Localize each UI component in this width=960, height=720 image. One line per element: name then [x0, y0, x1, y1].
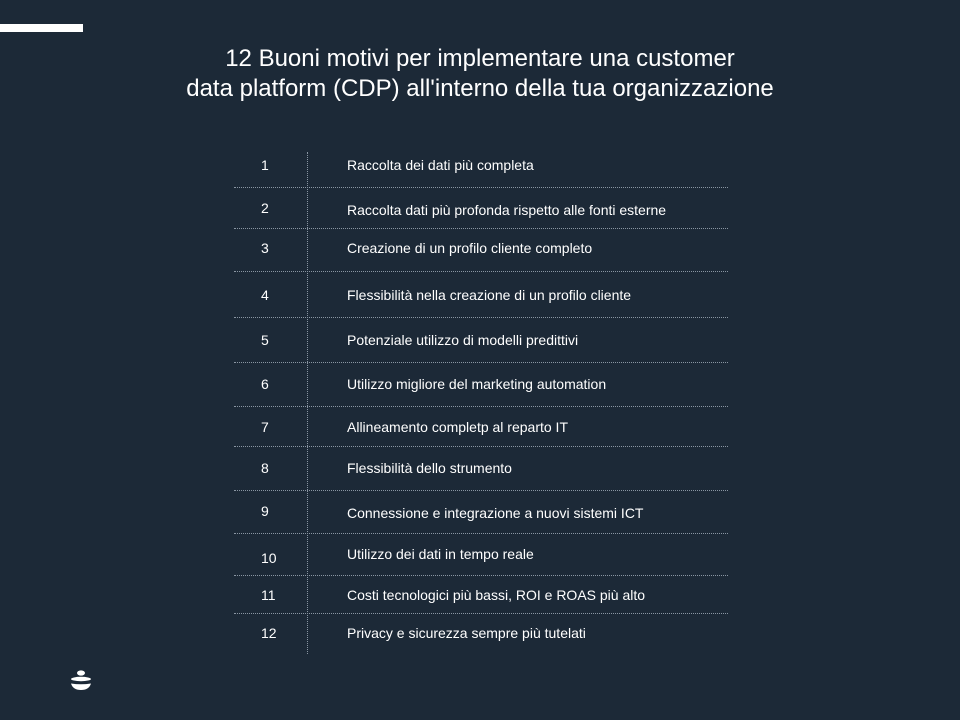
item-text: Flessibilità nella creazione di un profilo cliente — [347, 287, 632, 303]
row-separator — [234, 187, 728, 188]
item-number: 5 — [261, 332, 269, 348]
item-number: 4 — [261, 287, 269, 303]
item-text: Creazione di un profilo cliente completo — [347, 240, 593, 256]
item-text: Connessione e integrazione a nuovi sistemi ICT — [347, 505, 644, 521]
item-text: Utilizzo dei dati in tempo reale — [347, 546, 534, 562]
title-line-1: 12 Buoni motivi per implementare una customer — [225, 45, 735, 72]
row-separator — [234, 446, 728, 447]
item-number: 12 — [261, 625, 277, 641]
stacked-stones-logo-icon — [69, 668, 93, 692]
item-number: 10 — [261, 550, 277, 566]
item-text: Allineamento completp al reparto IT — [347, 419, 568, 435]
row-separator — [234, 575, 728, 576]
item-number: 2 — [261, 200, 269, 216]
item-text: Raccolta dati più profonda rispetto alle fonti esterne — [347, 202, 667, 218]
top-accent-bar — [0, 24, 83, 32]
item-number: 3 — [261, 240, 269, 256]
row-separator — [234, 317, 728, 318]
item-number: 9 — [261, 503, 269, 519]
row-separator — [234, 406, 728, 407]
page-title — [0, 44, 960, 104]
item-text: Flessibilità dello strumento — [347, 460, 512, 476]
item-text: Potenziale utilizzo di modelli predittivi — [347, 332, 579, 348]
title-line-2: data platform (CDP) all'interno della tua organizzazione — [186, 75, 774, 102]
item-text: Costi tecnologici più bassi, ROI e ROAS più alto — [347, 587, 646, 603]
row-separator — [234, 271, 728, 272]
item-number: 8 — [261, 460, 269, 476]
item-number: 1 — [261, 157, 269, 173]
item-text: Raccolta dei dati più completa — [347, 157, 534, 173]
item-number: 11 — [261, 587, 276, 603]
row-separator — [234, 228, 728, 229]
item-text: Utilizzo migliore del marketing automation — [347, 376, 607, 392]
item-number: 7 — [261, 419, 269, 435]
row-separator — [234, 490, 728, 491]
row-separator — [234, 362, 728, 363]
row-separator — [234, 613, 728, 614]
item-number: 6 — [261, 376, 269, 392]
row-separator — [234, 533, 728, 534]
item-text: Privacy e sicurezza sempre più tutelati — [347, 625, 586, 641]
